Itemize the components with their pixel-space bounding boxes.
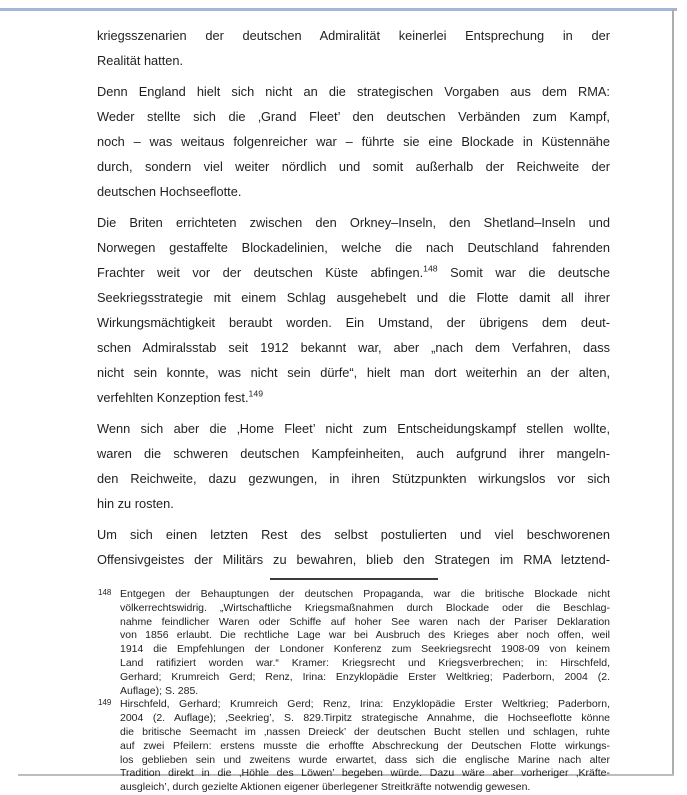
text-line: durch, sondern viel weiter nördlich und somit außerhalb der Reichweite der <box>97 159 610 174</box>
footnote-line: von 1856 erlaubt. Die rechtliche Lage war bei Ausbruch des Krieges aber noch offen, weil <box>120 629 610 642</box>
text-line: Die Briten errichteten zwischen den Orkney–Inseln, den Shetland–Inseln und <box>97 215 610 230</box>
text-line: kriegsszenarien der deutschen Admiralität keinerlei Entsprechung in der <box>97 28 610 43</box>
text-line: Seekriegsstrategie mit einem Schlag ausgehebelt und die Flotte damit all ihrer <box>97 290 610 305</box>
paragraph <box>97 522 610 572</box>
footnote-line: Entgegen der Behauptungen der deutschen Propaganda, war die britische Blockade nicht <box>120 588 610 600</box>
footnote-line: los geblieben sein und zweitens wurde erwartet, dass sich die englische Marine nach alter <box>120 753 610 766</box>
text-line: Denn England hielt sich nicht an die strategischen Vorgaben aus dem RMA: <box>97 84 610 99</box>
footnote-line: völkerrechtswidrig. „Wirtschaftliche Kriegsmaßnahmen durch Blockade oder die Beschlag- <box>120 601 610 614</box>
text-line: waren die schweren deutschen Kampfeinheiten, auch aufgrund ihrer mangeln- <box>97 446 610 461</box>
footnote <box>97 588 610 698</box>
text-line: Weder stellte sich die ‚Grand Fleet’ den deutschen Verbänden zum Kampf, <box>97 109 610 124</box>
footnote-line: nahme feindlicher Waren oder Schiffe auf hoher See waren nach der Pariser Deklaration <box>120 615 610 628</box>
footnote-line: die britische Seemacht im ‚nassen Dreieck’ der deutschen Bucht stellen und schlagen, ruhte <box>120 725 610 738</box>
text-line: schen Admiralsstab seit 1912 bekannt war, aber „nach dem Verfahren, dass <box>97 340 610 355</box>
footnote-line: Land ratifiziert worden war.“ Kramer: Kriegsrecht und Kriegsverbrechen; in: Hirschfeld, <box>120 656 610 669</box>
footnote-line: auf zwei Pfeilern: erstens musste die erhoffte Abschreckung der Deutschen Flotte wirkungs- <box>120 739 610 752</box>
text-line: noch – was weitaus folgenreicher war – führte sie eine Blockade in Küstennähe <box>97 134 610 149</box>
paragraph <box>97 210 610 410</box>
text-line: hin zu rosten. <box>97 496 174 511</box>
footnote <box>97 698 610 795</box>
footnote-number: 148 <box>98 588 112 597</box>
footnote-line: 2004 (2. Auflage); ‚Seekrieg’, S. 829.Tirpitz strategische Annahme, die Hochseeflotte könne <box>120 712 610 725</box>
footnote-line: Hirschfeld, Gerhard; Krumreich Gerd; Renz, Irina: Enzyklopädie Erster Weltkrieg; Paderborn, <box>120 698 610 711</box>
page-content <box>0 11 687 795</box>
footnote-separator <box>270 578 438 580</box>
text-line: Offensivgeistes der Militärs zu bewahren, blieb den Strategen im RMA letztend- <box>97 552 610 567</box>
paragraph <box>97 23 610 73</box>
paragraph <box>97 416 610 516</box>
footnote-ref: 149 <box>248 388 264 399</box>
text-line: Norwegen gestaffelte Blockadelinien, welche die nach Deutschland fahrenden <box>97 240 610 255</box>
footnote-line: Gerhard; Krumreich Gerd; Renz, Irina: Enzyklopädie Erster Weltkrieg; Paderborn, 2004 (2. <box>120 670 610 683</box>
text-line: deutschen Hochseeflotte. <box>97 184 242 199</box>
text-line: Frachter weit vor der deutschen Küste abfingen.$^{148}$ Somit war die deutsche <box>97 263 610 280</box>
text-line: Realität hatten. <box>97 53 184 68</box>
footnotes-section <box>97 588 610 795</box>
text-line: Um sich einen letzten Rest des selbst postulierten und viel beschworenen <box>97 527 610 542</box>
text-line: nicht sein konnte, was nicht sein dürfe“, hielt man dort weiterhin an der alten, <box>97 365 610 380</box>
text-line: verfehlten Konzeption fest.$^{149}$ <box>97 388 264 405</box>
footnote-line: ausgleich’, durch gezielte Aktionen eigener überlegener Streitkräfte notwendig gewesen. <box>120 781 531 794</box>
text-line: Wirkungsmächtigkeit beraubt worden. Ein Umstand, der übrigens dem deut- <box>97 315 610 330</box>
footnote-line: 1914 die Empfehlungen der Londoner Konferenz zum Seekriegsrecht 1908-09 von keinem <box>120 643 610 656</box>
footnote-line: Tradition direkt in die ‚Höhle des Löwen’ begeben würde. Dazu wäre aber vorheriger ‚Kräfte- <box>120 767 610 780</box>
text-line: den Reichweite, dazu gezwungen, in ihren Stützpunkten wirkungslos vor sich <box>97 471 610 486</box>
paragraph <box>97 79 610 204</box>
body-text <box>97 23 610 572</box>
footnote-line: Auflage); S. 285. <box>120 684 199 697</box>
text-line: Wenn sich aber die ‚Home Fleet’ nicht zum Entscheidungskampf stellen wollte, <box>97 421 610 436</box>
footnote-number: 149 <box>98 698 112 708</box>
footnote-ref: 148 <box>423 263 438 274</box>
